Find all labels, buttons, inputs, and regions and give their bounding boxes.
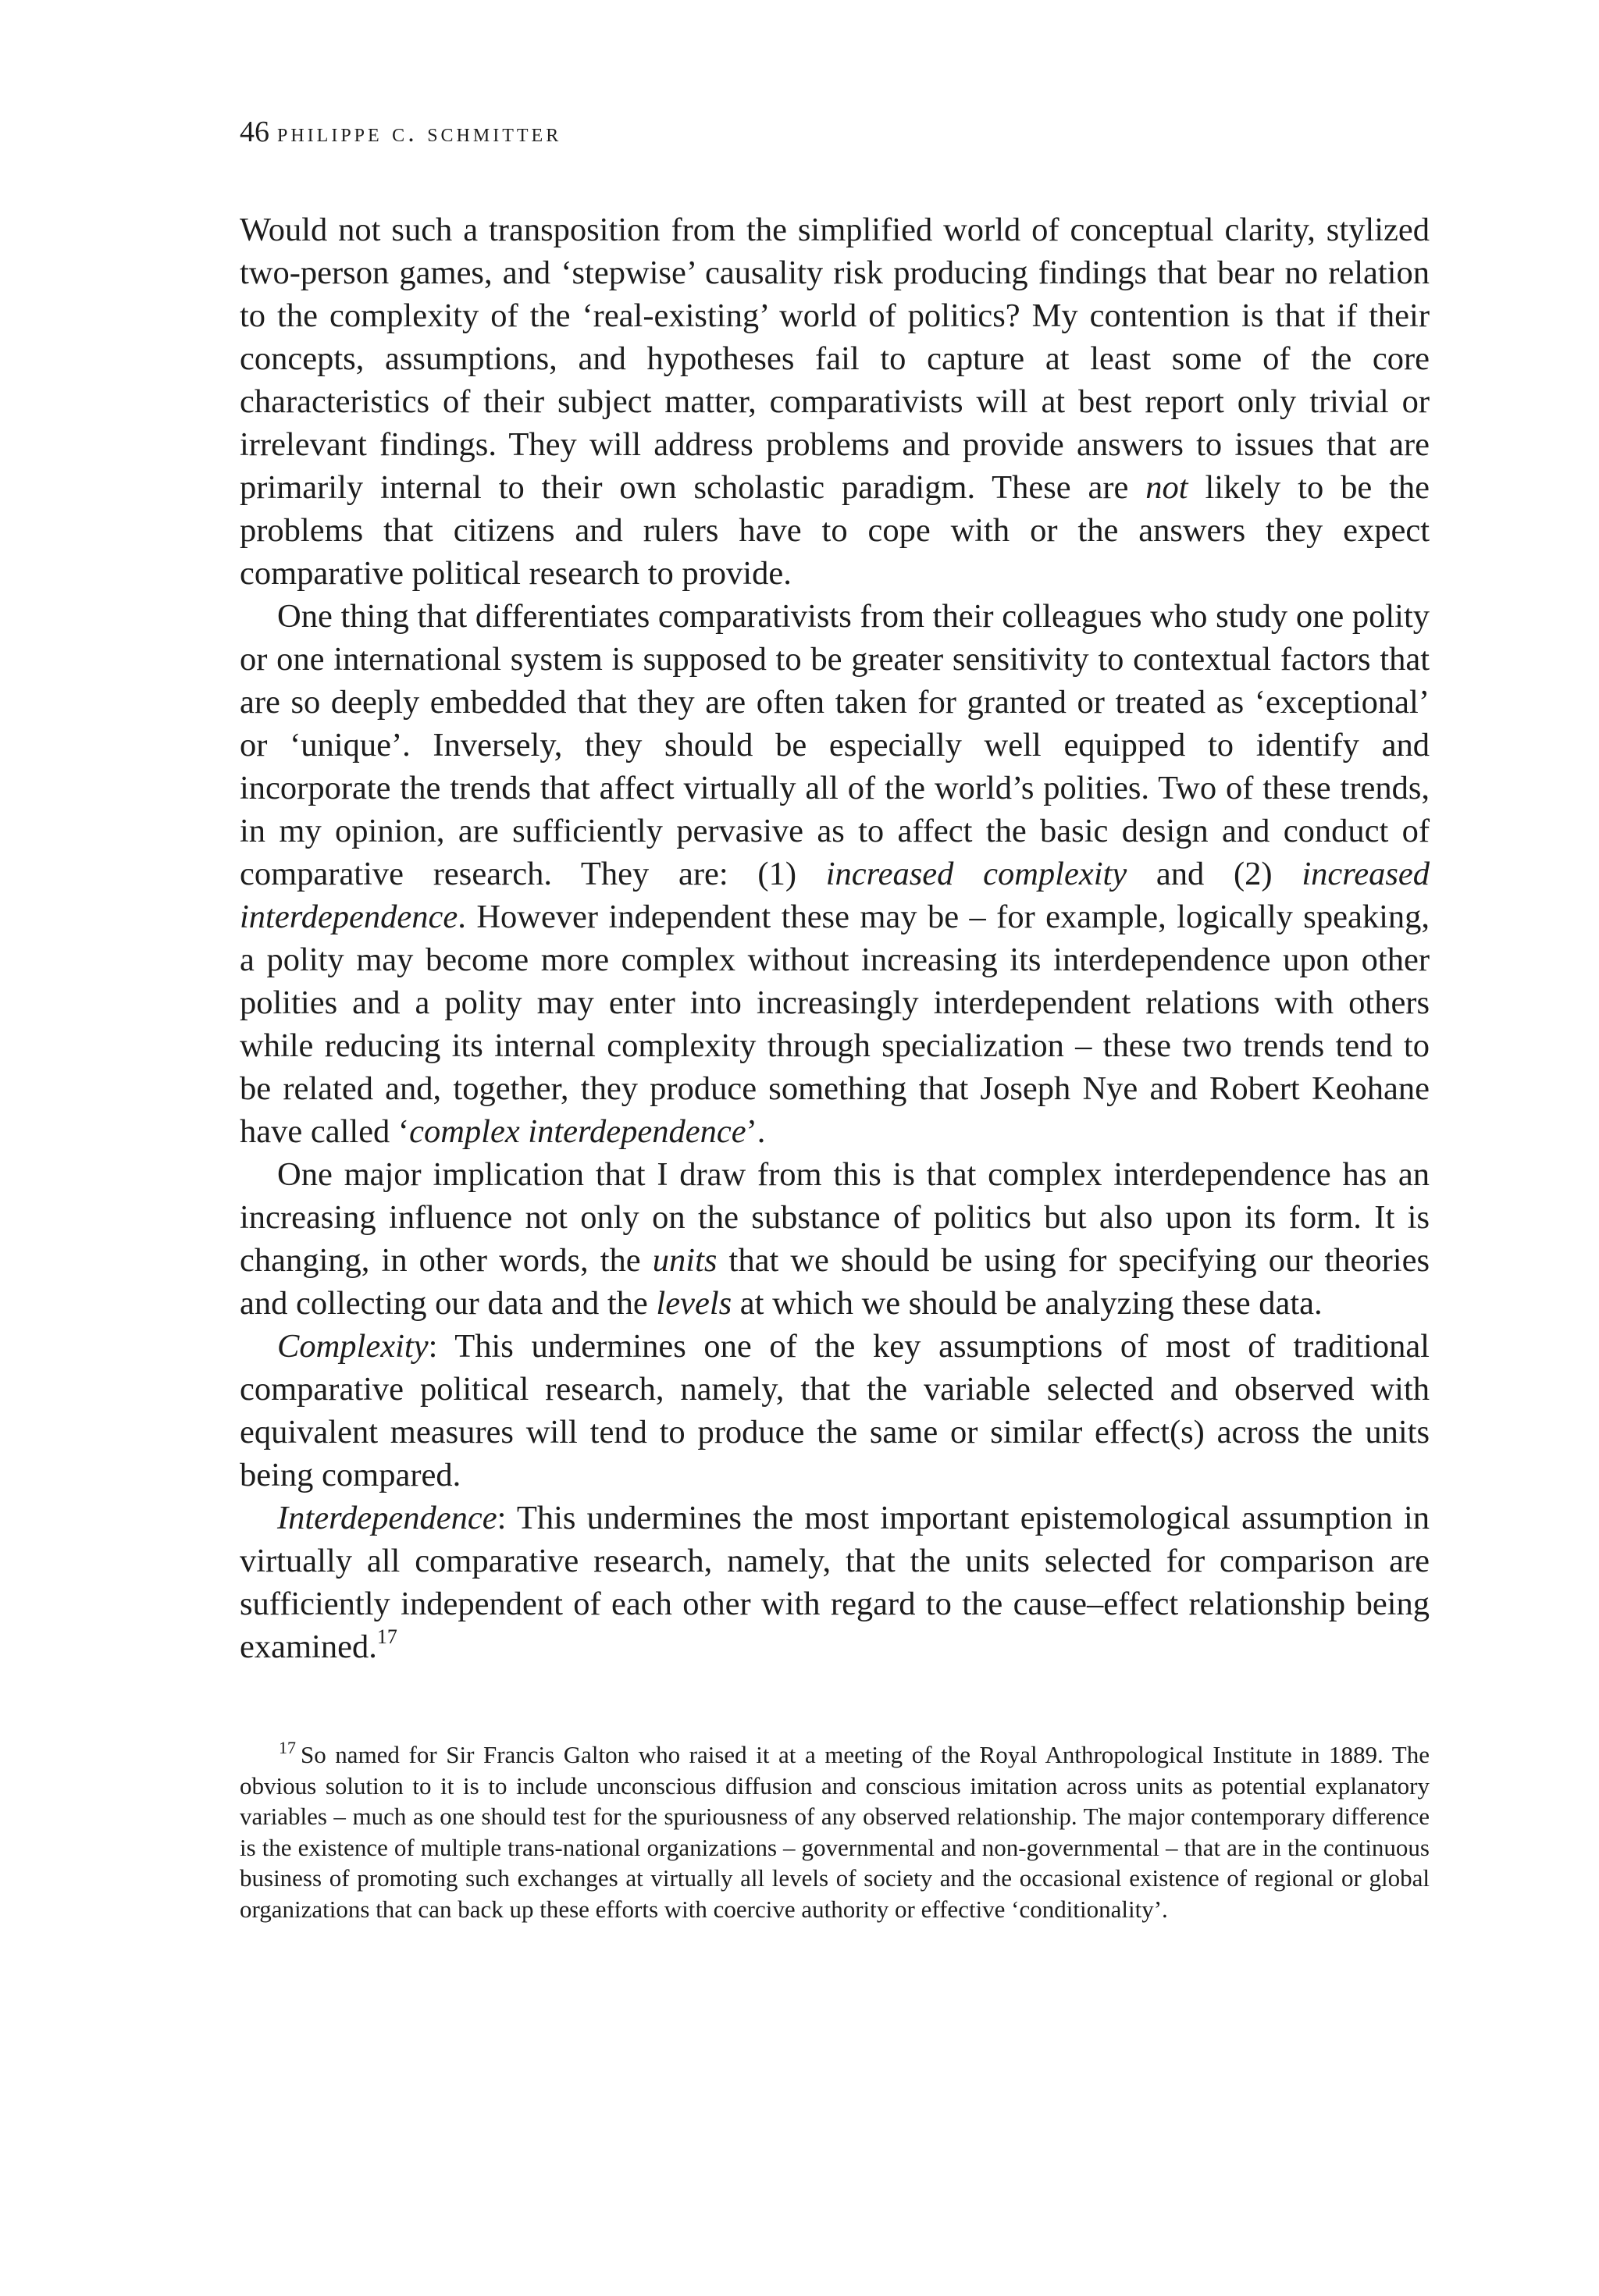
- paragraph-3-text-c: that we should be using for specifying our theories and collecting our data and the: [240, 1242, 1430, 1322]
- running-head-author: philippe c. schmitter: [277, 119, 562, 148]
- paragraph-3-text-a: One major implication that I draw from this is that complex interdependence has an increasing influence not only on the substance of politics but also upon its form. It is changing, in other words, the: [240, 1156, 1430, 1279]
- footnote-number: 17: [279, 1738, 296, 1757]
- running-head: [240, 117, 1430, 147]
- paragraph-1-emphasis: not: [1145, 469, 1188, 506]
- footnotes: [240, 1739, 1430, 1924]
- paragraph-2-text-g: ’.: [746, 1113, 766, 1150]
- paragraph-2: [240, 595, 1430, 1153]
- paragraph-4-term: Complexity: [277, 1328, 429, 1365]
- footnote-reference[interactable]: 17: [376, 1625, 397, 1648]
- body-text: [240, 208, 1430, 1668]
- paragraph-2-emphasis-complex-interdependence: complex interdependence: [409, 1113, 746, 1150]
- paragraph-1: [240, 208, 1430, 595]
- paragraph-2-emphasis-complexity: increased complexity: [825, 856, 1127, 892]
- book-page: [240, 117, 1430, 1924]
- paragraph-1-text-a: Would not such a transposition from the simplified world of conceptual clarity, stylized two-person games, and ‘stepwise’ causality risk producing findings that bear no relation to the complexity of the ‘real-existing’ world of politics? My contention is that if their concepts, assumptions, and hypotheses fail to capture at least some of the core characteristics of their subject matter, comparativists will at best report only trivial or irrelevant findings. They will address problems and provide answers to issues that are primarily internal to their own scholastic paradigm. These are: [240, 212, 1430, 506]
- footnote-text: So named for Sir Francis Galton who raised it at a meeting of the Royal Anthropological Institute in 1889. The obvious solution to it is to include unconscious diffusion and conscious imitation across units as potential explanatory variables – much as one should test for the spuriousness of any observed relationship. The major contemporary difference is the existence of multiple trans-national organizations – governmental and non-governmental – that are in the continuous business of promoting such exchanges at virtually all levels of society and the occasional existence of regional or global organizations that can back up these efforts with coercive authority or effective ‘conditionality’.: [240, 1741, 1430, 1923]
- paragraph-4: [240, 1325, 1430, 1497]
- paragraph-5-text: : This undermines the most important epistemological assumption in virtually all comparative research, namely, that the units selected for comparison are sufficiently independent of each other with regard to the cause–effect relationship being examined.: [240, 1500, 1430, 1665]
- paragraph-1-text-c: likely to be the problems that citizens and rulers have to cope with or the answers they expect comparative political research to provide.: [240, 469, 1430, 592]
- paragraph-3-text-e: at which we should be analyzing these data.: [732, 1285, 1323, 1322]
- paragraph-3-emphasis-units: units: [652, 1242, 718, 1279]
- footnote-17: [240, 1739, 1430, 1924]
- paragraph-3: [240, 1153, 1430, 1325]
- paragraph-3-emphasis-levels: levels: [656, 1285, 732, 1322]
- paragraph-5: [240, 1497, 1430, 1668]
- paragraph-2-text-c: and (2): [1127, 856, 1302, 892]
- page-number: 46: [240, 116, 269, 148]
- paragraph-4-text: : This undermines one of the key assumptions of most of traditional comparative political research, namely, that the variable selected and observed with equivalent measures will tend to produce the same or similar effect(s) across the units being compared.: [240, 1328, 1430, 1493]
- paragraph-5-term: Interdependence: [277, 1500, 497, 1536]
- paragraph-2-emphasis-interdependence: increased interdependence: [240, 856, 1430, 935]
- paragraph-2-text-e: . However independent these may be – for example, logically speaking, a polity may become more complex without increasing its interdependence upon other polities and a polity may enter into increasingly interdependent relations with others while reducing its internal complexity through specialization – these two trends tend to be related and, together, they produce something that Joseph Nye and Robert Keohane have called ‘: [240, 899, 1430, 1150]
- paragraph-2-text-a: One thing that differentiates comparativists from their colleagues who study one polity or one international system is supposed to be greater sensitivity to contextual factors that are so deeply embedded that they are often taken for granted or treated as ‘exceptional’ or ‘unique’. Inversely, they should be especially well equipped to identify and incorporate the trends that affect virtually all of the world’s polities. Two of these trends, in my opinion, are sufficiently pervasive as to affect the basic design and conduct of comparative research. They are: (1): [240, 598, 1430, 892]
